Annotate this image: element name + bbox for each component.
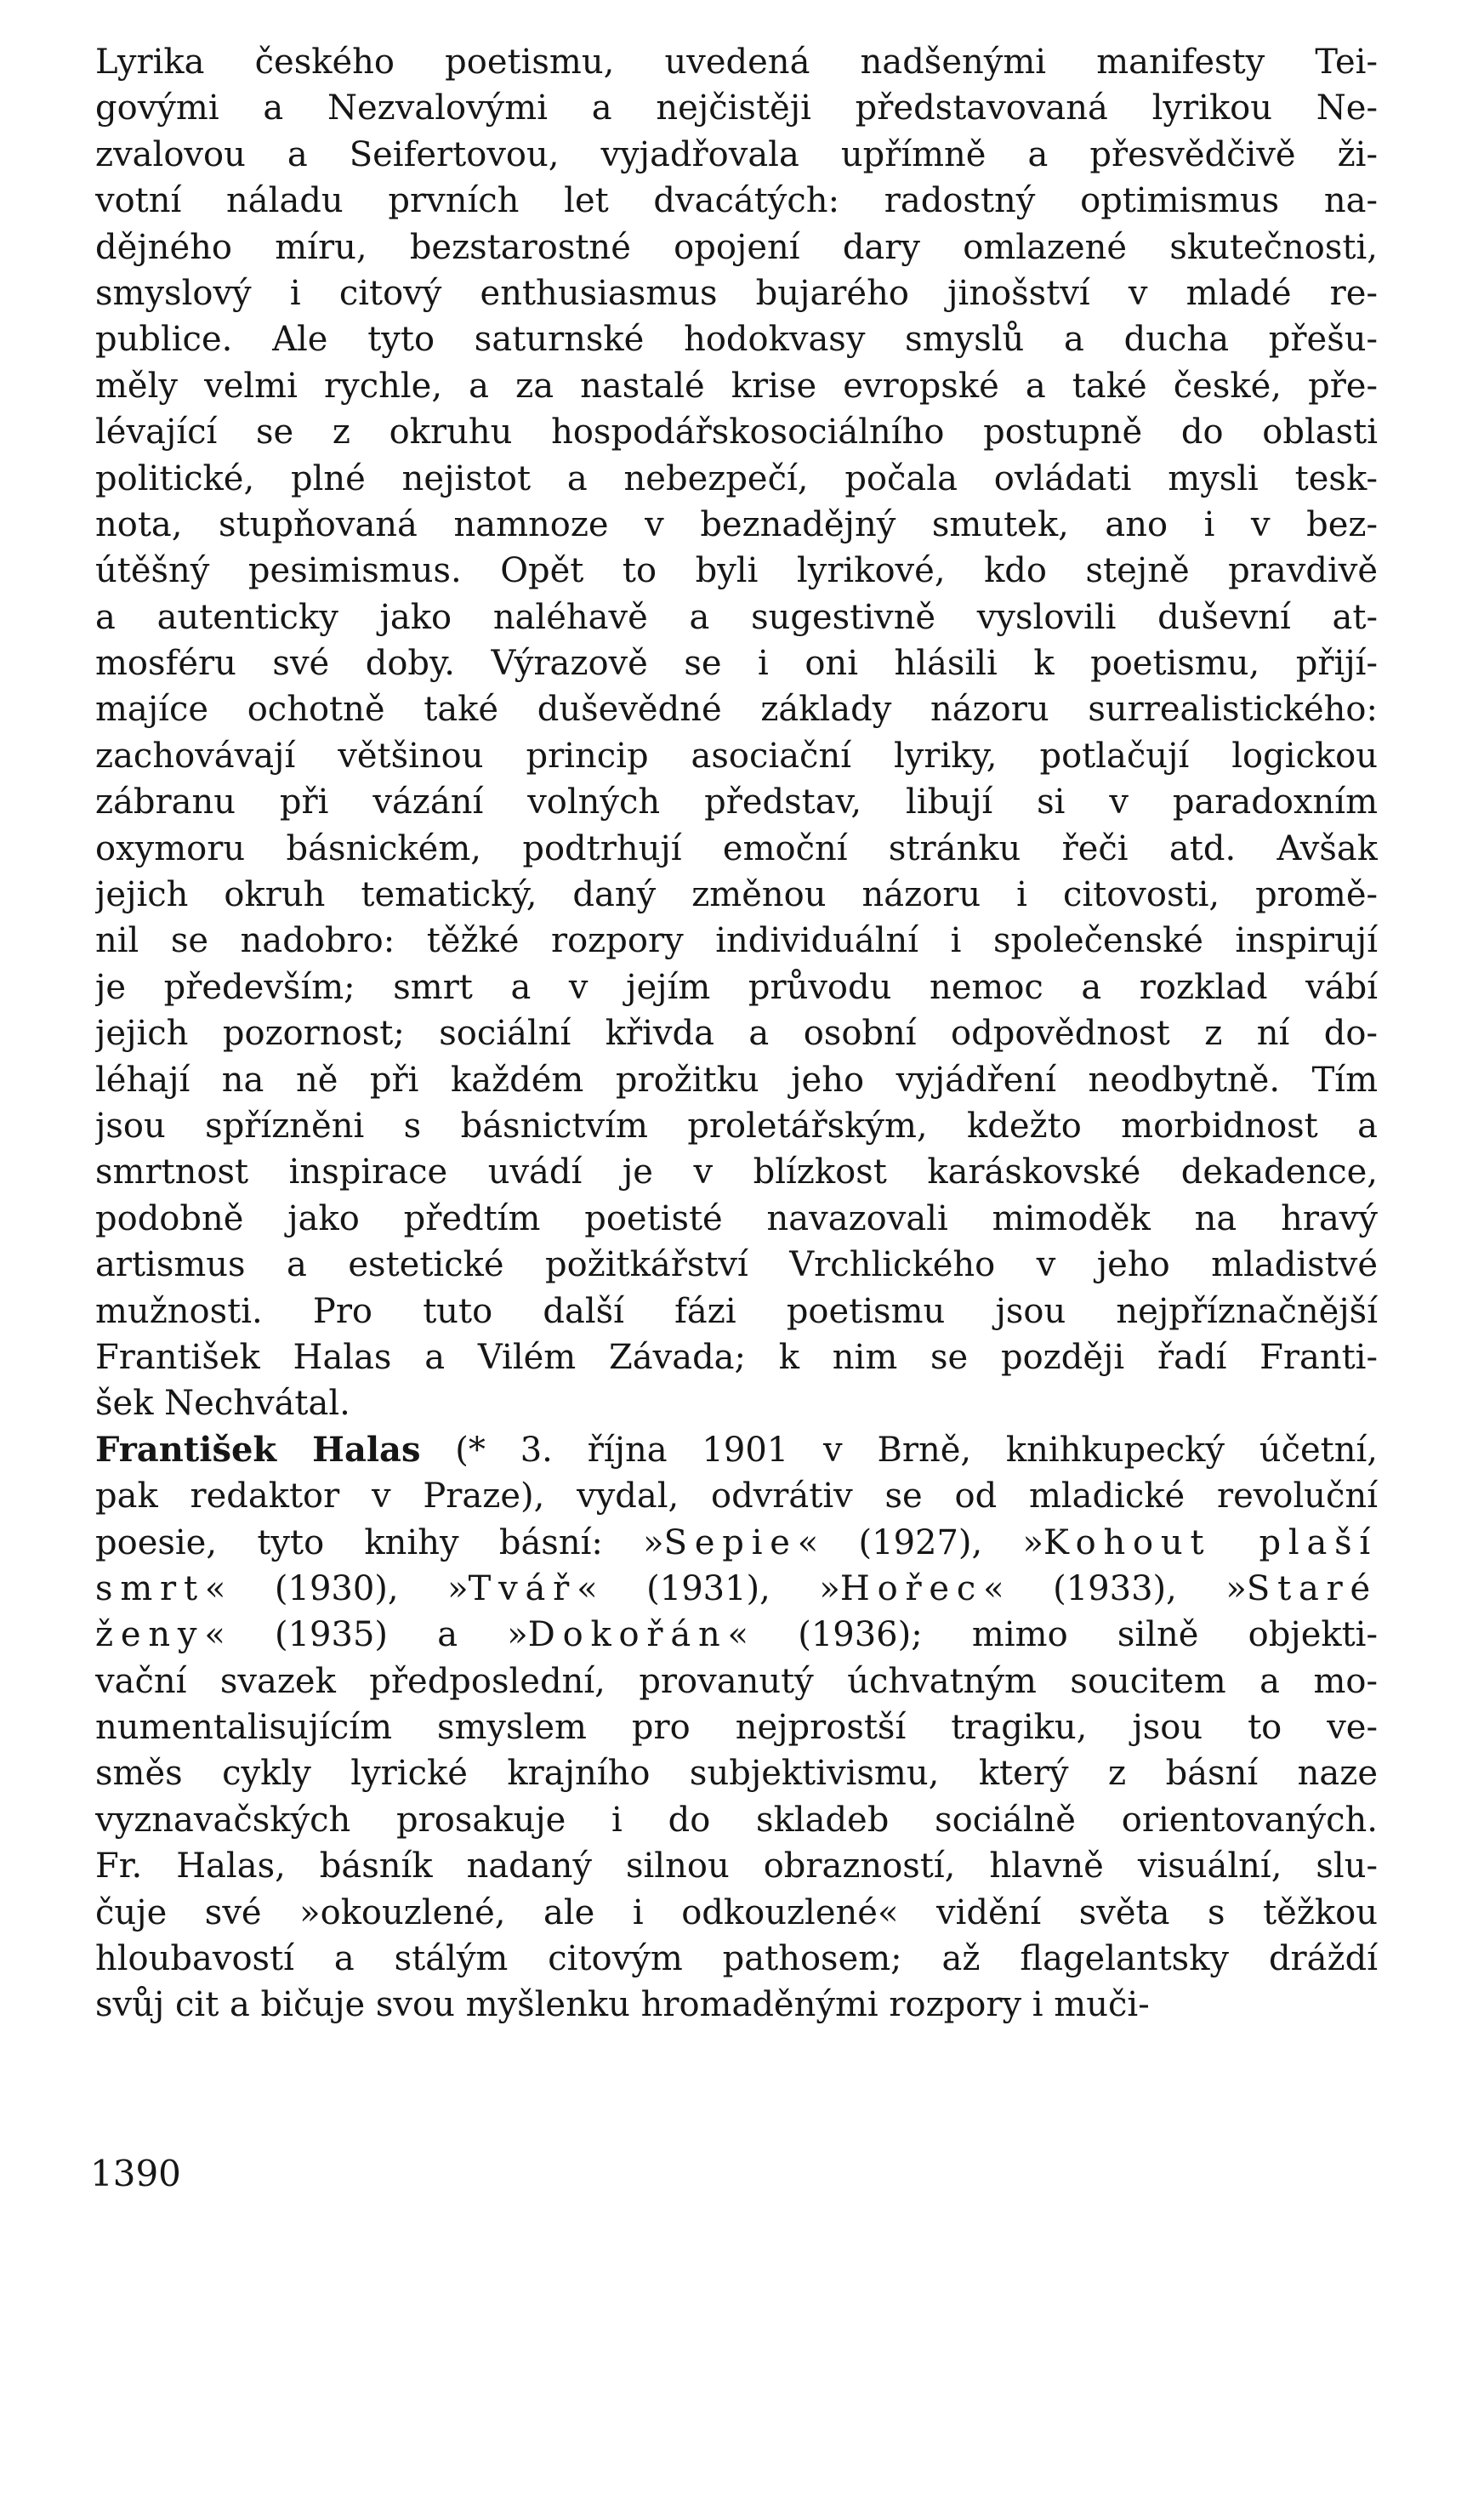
text-segment: Lyrika českého poetismu, uvedená nadšenými manifesty Tei- — [95, 43, 1378, 82]
text-line — [95, 1843, 1378, 1889]
text-line — [95, 1566, 1378, 1612]
text-line — [95, 1890, 1378, 1936]
text-segment: votní náladu prvních let dvacátých: radostný optimismus na- — [95, 181, 1378, 221]
text-segment: léhají na ně při každém prožitku jeho vyjádření neodbytně. Tím — [95, 1060, 1378, 1100]
text-segment: zachovávají většinou princip asociační lyriky, potlačují logickou — [95, 736, 1378, 776]
text-line — [95, 1242, 1378, 1288]
text-segment: numentalisujícím smyslem pro nejprostší tragiku, jsou to ve- — [95, 1708, 1378, 1748]
text-segment: dějného míru, bezstarostné opojení dary omlazené skutečnosti, — [95, 227, 1378, 267]
text-segment: mužnosti. Pro tuto další fázi poetismu jsou nejpříznačnější — [95, 1291, 1378, 1331]
text-line — [95, 1103, 1378, 1149]
text-segment: (* 3. října 1901 v Brně, knihkupecký účetní, — [420, 1430, 1378, 1470]
page-body — [95, 39, 1378, 2029]
book-title-spaced: Staré — [1246, 1568, 1378, 1608]
author-name-bold: František Halas — [95, 1429, 421, 1470]
text-line — [95, 733, 1378, 779]
text-segment: zábranu při vázání volných představ, libují si v paradoxním — [95, 782, 1378, 822]
text-line — [95, 826, 1378, 872]
text-line — [95, 225, 1378, 270]
text-line — [95, 409, 1378, 455]
text-line — [95, 1010, 1378, 1056]
text-segment: lévající se z okruhu hospodářskosociálního postupně do oblasti — [95, 413, 1378, 452]
text-segment: publice. Ale tyto saturnské hodokvasy smyslů a ducha přešu- — [95, 320, 1378, 360]
text-segment: vační svazek předposlední, provanutý úchvatným soucitem a mo- — [95, 1661, 1378, 1701]
text-segment: hloubavostí a stálým citovým pathosem; až flagelantsky dráždí — [95, 1939, 1378, 1979]
text-segment: majíce ochotně také duševědné základy názoru surrealistického: — [95, 690, 1378, 730]
text-segment: směs cykly lyrické krajního subjektivismu, který z básní naze — [95, 1754, 1378, 1794]
text-line — [95, 270, 1378, 316]
text-line — [95, 1473, 1378, 1519]
text-line — [95, 1427, 1378, 1473]
paragraph-frantisek-halas — [95, 1427, 1378, 2029]
text-line — [95, 1149, 1378, 1195]
text-segment: « (1927), » — [797, 1522, 1043, 1562]
text-line — [95, 640, 1378, 686]
text-segment: podobně jako předtím poetisté navazovali mimoděk na hravý — [95, 1198, 1378, 1238]
text-line — [95, 779, 1378, 825]
text-segment: nil se nadobro: těžké rozpory individuální i společenské inspirují — [95, 921, 1378, 961]
text-segment: « (1936); mimo silně objekti- — [727, 1615, 1378, 1655]
book-title-spaced: Hořec — [839, 1568, 984, 1608]
text-segment: govými a Nezvalovými a nejčistěji představovaná lyrikou Ne- — [95, 88, 1378, 128]
text-segment: « (1935) a » — [204, 1615, 528, 1655]
text-line — [95, 686, 1378, 732]
text-segment: jsou spřízněni s básnictvím proletářským, kdežto morbidnost a — [95, 1106, 1378, 1146]
text-segment: poesie, tyto knihy básní: » — [95, 1522, 664, 1562]
text-line — [95, 1704, 1378, 1750]
text-segment: a autenticky jako naléhavě a sugestivně vyslovili duševní at- — [95, 597, 1378, 637]
text-segment: František Halas a Vilém Závada; k nim se později řadí Franti- — [95, 1337, 1378, 1377]
text-line — [95, 918, 1378, 964]
text-line — [95, 1659, 1378, 1704]
text-line — [95, 456, 1378, 502]
text-segment: politické, plné nejistot a nebezpečí, počala ovládati mysli tesk- — [95, 458, 1378, 498]
text-line — [95, 1982, 1378, 2028]
text-segment: čuje své »okouzlené, ale i odkouzlené« vidění světa s těžkou — [95, 1892, 1378, 1932]
text-segment: smyslový i citový enthusiasmus bujarého jinošství v mladé re- — [95, 273, 1378, 313]
text-line — [95, 872, 1378, 918]
text-segment: jejich pozornost; sociální křivda a osobní odpovědnost z ní do- — [95, 1014, 1378, 1054]
book-title-spaced: Dokořán — [527, 1615, 728, 1655]
text-segment: šek Nechvátal. — [95, 1384, 350, 1424]
text-line — [95, 39, 1378, 85]
text-segment: útěšný pesimismus. Opět to byli lyrikové, kdo stejně pravdivě — [95, 551, 1378, 591]
text-segment: smrtnost inspirace uvádí je v blízkost karáskovské dekadence, — [95, 1152, 1378, 1192]
text-segment: « (1930), » — [204, 1568, 469, 1608]
text-line — [95, 1057, 1378, 1103]
paragraph-poetism-lyricism — [95, 39, 1378, 1427]
text-segment: měly velmi rychle, a za nastalé krise evropské a také české, pře- — [95, 366, 1378, 406]
text-line — [95, 1289, 1378, 1334]
text-line — [95, 1936, 1378, 1982]
text-segment: jejich okruh tematický, daný změnou názoru i citovosti, promě- — [95, 875, 1378, 915]
text-line — [95, 363, 1378, 409]
text-line — [95, 316, 1378, 362]
text-segment: svůj cit a bičuje svou myšlenku hromaděnými rozpory i muči- — [95, 1985, 1150, 2025]
text-line — [95, 1797, 1378, 1843]
text-line — [95, 1196, 1378, 1242]
text-line — [95, 595, 1378, 640]
text-line — [95, 1750, 1378, 1796]
text-segment: « (1933), » — [983, 1568, 1247, 1608]
text-segment: zvalovou a Seifertovou, vyjadřovala upřímně a přesvědčivě ži- — [95, 134, 1378, 174]
page-number: 1390 — [90, 2153, 181, 2194]
text-line — [95, 1612, 1378, 1658]
book-title-spaced: Tvář — [468, 1568, 577, 1608]
text-segment: oxymoru básnickém, podtrhují emoční stránku řeči atd. Avšak — [95, 828, 1378, 868]
text-line — [95, 85, 1378, 131]
text-line — [95, 1334, 1378, 1380]
text-line — [95, 132, 1378, 178]
text-line — [95, 548, 1378, 594]
book-title-spaced: ženy — [95, 1615, 205, 1655]
text-line — [95, 1520, 1378, 1566]
book-title-spaced: smrt — [95, 1568, 205, 1608]
text-segment: pak redaktor v Praze), vydal, odvrátiv se od mladické revoluční — [95, 1477, 1378, 1516]
text-segment: artismus a estetické požitkářství Vrchlického v jeho mladistvé — [95, 1245, 1378, 1285]
text-line — [95, 502, 1378, 548]
text-line — [95, 178, 1378, 224]
book-title-spaced: Sepie — [663, 1522, 798, 1562]
text-line — [95, 964, 1378, 1010]
text-segment: nota, stupňovaná namnoze v beznadějný smutek, ano i v bez- — [95, 504, 1378, 544]
text-segment: je především; smrt a v jejím průvodu nemoc a rozklad vábí — [95, 967, 1378, 1007]
text-segment: vyznavačských prosakuje i do skladeb sociálně orientovaných. — [95, 1800, 1378, 1840]
text-segment: Fr. Halas, básník nadaný silnou obrazností, hlavně visuální, slu- — [95, 1846, 1378, 1886]
text-segment: « (1931), » — [577, 1568, 840, 1608]
book-title-spaced: Kohout plaší — [1043, 1522, 1378, 1562]
text-line — [95, 1380, 1378, 1426]
text-segment: mosféru své doby. Výrazově se i oni hlásili k poetismu, přijí- — [95, 644, 1378, 684]
